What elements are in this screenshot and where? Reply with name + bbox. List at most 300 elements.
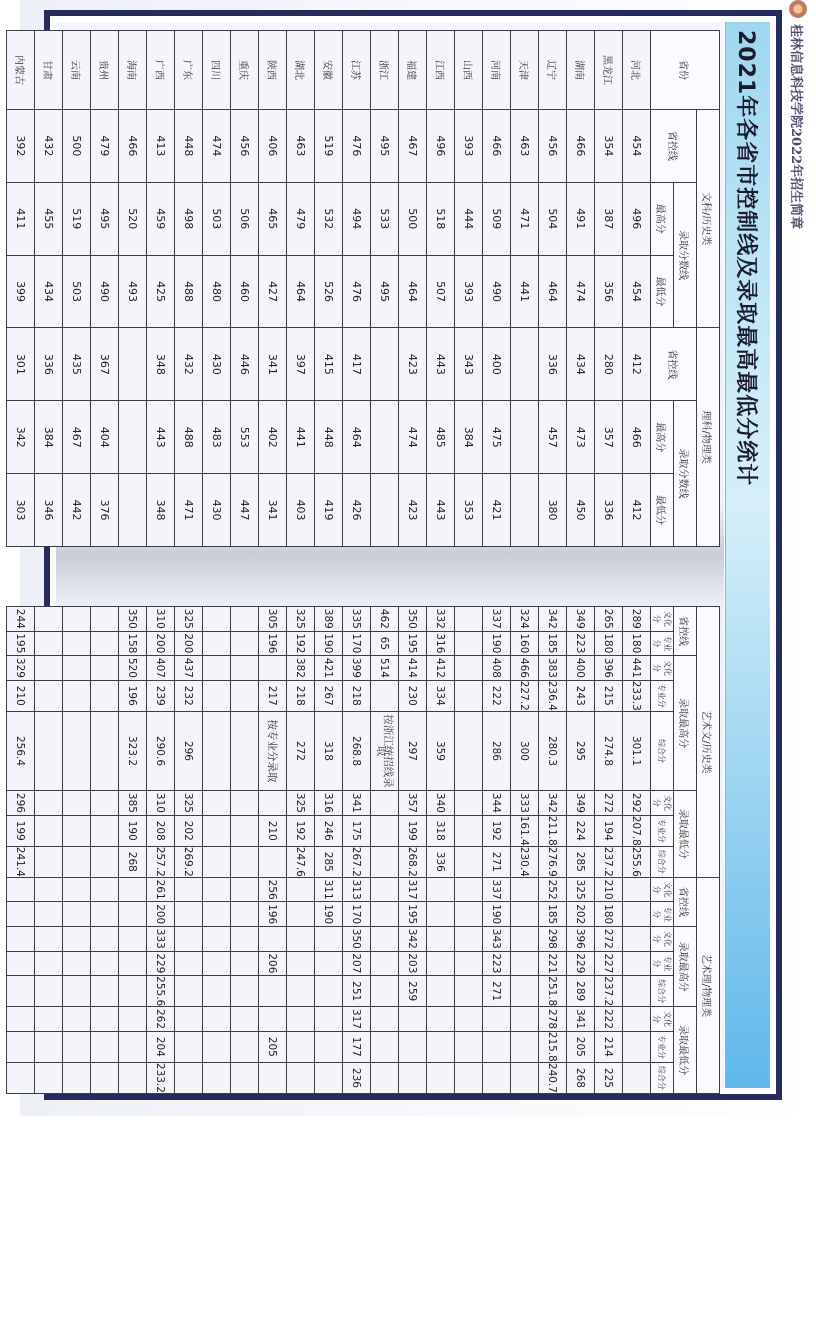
art-wen-score-cell: 161.4 bbox=[511, 815, 539, 846]
art-wen-score-cell: 210 bbox=[259, 815, 287, 846]
art-wen-score-cell: 325 bbox=[287, 607, 315, 632]
table-row bbox=[511, 31, 539, 547]
art-li-score-cell bbox=[231, 1031, 259, 1062]
art-wen-score-cell: 175 bbox=[343, 815, 371, 846]
art-li-score-cell bbox=[119, 902, 147, 927]
table-row bbox=[119, 31, 147, 547]
art-wen-score-cell: 276.9 bbox=[539, 846, 567, 877]
table-row bbox=[63, 31, 91, 547]
art-li-score-cell bbox=[91, 927, 119, 952]
province-cell: 江苏 bbox=[343, 31, 371, 110]
wen-score-cell: 456 bbox=[231, 110, 259, 183]
table-row bbox=[371, 607, 399, 1094]
li-score-cell: 475 bbox=[483, 401, 511, 474]
art-li-score-cell: 207 bbox=[343, 951, 371, 976]
li-score-cell: 397 bbox=[287, 328, 315, 401]
art-li-score-cell bbox=[175, 1031, 203, 1062]
li-score-cell: 448 bbox=[315, 401, 343, 474]
art-wen-score-cell bbox=[63, 815, 91, 846]
art-wen-score-cell: 215 bbox=[595, 680, 623, 711]
art-wen-score-cell bbox=[203, 791, 231, 816]
art-wen-score-cell: 247.6 bbox=[287, 846, 315, 877]
wen-score-cell: 459 bbox=[147, 182, 175, 255]
art-li-score-cell: 223 bbox=[483, 951, 511, 976]
art-wen-score-cell: 325 bbox=[175, 791, 203, 816]
art-li-score-cell bbox=[91, 902, 119, 927]
art-wen-score-cell: 296 bbox=[175, 711, 203, 790]
art-li-score-cell bbox=[511, 951, 539, 976]
li-score-cell bbox=[511, 328, 539, 401]
wen-score-cell: 519 bbox=[63, 182, 91, 255]
art-wen-score-cell: 237.2 bbox=[595, 846, 623, 877]
art-wen-score-cell: 285 bbox=[315, 846, 343, 877]
wen-score-cell: 464 bbox=[399, 255, 427, 328]
art-li-score-cell bbox=[315, 1062, 343, 1093]
art-li-score-cell bbox=[119, 1007, 147, 1032]
col-major: 专业分 bbox=[651, 951, 674, 976]
province-cell: 江西 bbox=[427, 31, 455, 110]
table-row bbox=[259, 607, 287, 1094]
wen-score-cell: 476 bbox=[343, 110, 371, 183]
art-li-score-cell: 333 bbox=[147, 927, 175, 952]
art-li-score-cell bbox=[455, 877, 483, 902]
art-li-score-cell: 196 bbox=[259, 902, 287, 927]
table-row bbox=[343, 607, 371, 1094]
art-wen-score-cell: 230 bbox=[399, 680, 427, 711]
art-li-score-cell bbox=[455, 902, 483, 927]
wen-score-cell: 471 bbox=[511, 182, 539, 255]
art-li-score-cell bbox=[287, 1007, 315, 1032]
wen-score-cell: 406 bbox=[259, 110, 287, 183]
art-li-score-cell: 325 bbox=[567, 877, 595, 902]
art-wen-score-cell bbox=[455, 791, 483, 816]
table-row bbox=[63, 607, 91, 1094]
col-wen-max: 最高分 bbox=[651, 182, 674, 255]
art-wen-score-cell: 207.8 bbox=[623, 815, 651, 846]
art-wen-score-cell: 318 bbox=[315, 711, 343, 790]
art-li-score-cell bbox=[119, 927, 147, 952]
art-wen-score-cell: 342 bbox=[539, 607, 567, 632]
wen-score-cell: 519 bbox=[315, 110, 343, 183]
art-li-score-cell bbox=[455, 951, 483, 976]
art-li-score-cell bbox=[427, 877, 455, 902]
group-art-wen: 艺术文/历史类 bbox=[697, 607, 720, 878]
art-wen-score-cell: 412 bbox=[427, 656, 455, 681]
art-wen-score-cell: 194 bbox=[595, 815, 623, 846]
art-wen-score-cell: 334 bbox=[427, 680, 455, 711]
art-li-score-cell bbox=[175, 951, 203, 976]
table-row bbox=[35, 31, 63, 547]
art-wen-score-cell: 421 bbox=[315, 656, 343, 681]
art-li-score-cell: 262 bbox=[147, 1007, 175, 1032]
art-wen-score-cell: 268 bbox=[119, 846, 147, 877]
li-score-cell: 553 bbox=[231, 401, 259, 474]
wen-score-cell: 393 bbox=[455, 255, 483, 328]
wen-score-cell: 526 bbox=[315, 255, 343, 328]
art-li-score-cell bbox=[203, 1062, 231, 1093]
art-wen-score-cell bbox=[63, 711, 91, 790]
art-li-score-cell bbox=[623, 1062, 651, 1093]
province-cell: 河南 bbox=[483, 31, 511, 110]
wen-score-cell: 463 bbox=[287, 110, 315, 183]
art-wen-score-cell: 192 bbox=[287, 631, 315, 656]
art-wen-score-cell bbox=[91, 631, 119, 656]
art-li-score-cell bbox=[623, 1031, 651, 1062]
li-score-cell: 423 bbox=[399, 328, 427, 401]
wen-score-cell: 467 bbox=[399, 110, 427, 183]
art-li-score-cell bbox=[399, 1062, 427, 1093]
province-cell: 甘肃 bbox=[35, 31, 63, 110]
art-li-score-cell: 341 bbox=[567, 1007, 595, 1032]
art-wen-score-cell: 333 bbox=[511, 791, 539, 816]
art-li-score-cell bbox=[399, 1031, 427, 1062]
table-row bbox=[623, 607, 651, 1094]
table-row bbox=[399, 607, 427, 1094]
li-score-cell: 443 bbox=[147, 401, 175, 474]
table-row bbox=[91, 607, 119, 1094]
li-score-cell: 384 bbox=[455, 401, 483, 474]
art-wen-score-cell bbox=[203, 815, 231, 846]
table-row bbox=[7, 31, 35, 547]
art-li-score-cell bbox=[7, 877, 35, 902]
art-li-score-cell bbox=[511, 976, 539, 1007]
art-li-score-cell: 289 bbox=[567, 976, 595, 1007]
art-li-score-cell bbox=[231, 1062, 259, 1093]
wen-score-cell: 465 bbox=[259, 182, 287, 255]
art-li-score-cell: 177 bbox=[343, 1031, 371, 1062]
art-li-score-cell bbox=[371, 877, 399, 902]
wen-score-cell: 494 bbox=[343, 182, 371, 255]
art-wen-score-cell: 170 bbox=[343, 631, 371, 656]
art-wen-score-cell: 230.4 bbox=[511, 846, 539, 877]
li-score-cell: 443 bbox=[427, 474, 455, 547]
li-score-cell: 343 bbox=[455, 328, 483, 401]
li-score-cell: 353 bbox=[455, 474, 483, 547]
table-row bbox=[511, 607, 539, 1094]
art-li-score-cell: 350 bbox=[343, 927, 371, 952]
art-wen-score-cell: 342 bbox=[539, 791, 567, 816]
col-major: 专业分 bbox=[651, 680, 674, 711]
art-wen-score-cell: 268.2 bbox=[399, 846, 427, 877]
art-wen-score-cell: 324 bbox=[511, 607, 539, 632]
art-wen-score-cell: 246 bbox=[315, 815, 343, 846]
art-li-score-cell bbox=[7, 1007, 35, 1032]
art-wen-score-cell: 385 bbox=[119, 791, 147, 816]
art-li-score-cell bbox=[287, 976, 315, 1007]
art-li-score-cell bbox=[231, 1007, 259, 1032]
art-wen-score-cell: 272 bbox=[287, 711, 315, 790]
art-li-score-cell: 190 bbox=[483, 902, 511, 927]
art-li-score-cell bbox=[455, 1031, 483, 1062]
art-li-score-cell bbox=[623, 951, 651, 976]
art-wen-score-cell bbox=[63, 656, 91, 681]
li-score-cell: 443 bbox=[427, 328, 455, 401]
art-wen-score-cell bbox=[203, 846, 231, 877]
art-wen-score-cell bbox=[259, 656, 287, 681]
art-wen-score-cell: 196 bbox=[259, 631, 287, 656]
art-li-score-cell bbox=[287, 902, 315, 927]
li-score-cell: 367 bbox=[91, 328, 119, 401]
art-li-score-cell bbox=[175, 1007, 203, 1032]
li-score-cell: 446 bbox=[231, 328, 259, 401]
art-li-score-cell: 180 bbox=[595, 902, 623, 927]
art-li-score-cell: 268 bbox=[567, 1062, 595, 1093]
art-wen-score-cell bbox=[63, 680, 91, 711]
art-wen-score-cell: 396 bbox=[595, 656, 623, 681]
table-row bbox=[175, 31, 203, 547]
wen-score-cell: 456 bbox=[539, 110, 567, 183]
art-wen-score-cell bbox=[63, 791, 91, 816]
wen-score-cell: 495 bbox=[371, 110, 399, 183]
art-li-score-cell bbox=[35, 902, 63, 927]
art-wen-score-cell bbox=[231, 791, 259, 816]
art-li-score-cell bbox=[427, 1007, 455, 1032]
province-cell: 福建 bbox=[399, 31, 427, 110]
art-wen-score-cell: 296 bbox=[7, 791, 35, 816]
art-li-score-cell: 236 bbox=[343, 1062, 371, 1093]
wen-score-cell: 474 bbox=[203, 110, 231, 183]
art-wen-score-cell: 243 bbox=[567, 680, 595, 711]
art-wen-score-cell: 239 bbox=[147, 680, 175, 711]
main-score-table bbox=[6, 30, 720, 547]
art-wen-score-cell: 466 bbox=[511, 656, 539, 681]
art-li-score-cell bbox=[35, 877, 63, 902]
art-li-score-cell bbox=[175, 877, 203, 902]
art-li-score-cell bbox=[231, 927, 259, 952]
title-band bbox=[725, 22, 770, 1088]
art-wen-score-cell: 269.2 bbox=[175, 846, 203, 877]
wen-score-cell: 495 bbox=[91, 182, 119, 255]
province-cell: 内蒙古 bbox=[7, 31, 35, 110]
art-li-score-cell bbox=[203, 1007, 231, 1032]
li-score-cell: 485 bbox=[427, 401, 455, 474]
art-li-score-cell: 252 bbox=[539, 877, 567, 902]
li-score-cell: 467 bbox=[63, 401, 91, 474]
art-li-score-cell bbox=[315, 951, 343, 976]
art-wen-score-cell: 65 bbox=[371, 631, 399, 656]
table-row bbox=[259, 31, 287, 547]
table-row bbox=[567, 607, 595, 1094]
province-cell: 广东 bbox=[175, 31, 203, 110]
art-li-score-cell bbox=[623, 927, 651, 952]
art-wen-score-cell: 350 bbox=[119, 607, 147, 632]
art-wen-score-cell bbox=[35, 815, 63, 846]
art-li-score-cell bbox=[259, 1062, 287, 1093]
art-li-score-cell bbox=[91, 976, 119, 1007]
table-row bbox=[287, 607, 315, 1094]
art-wen-score-cell: 180 bbox=[623, 631, 651, 656]
art-wen-score-cell: 336 bbox=[427, 846, 455, 877]
table-row bbox=[539, 607, 567, 1094]
col-composite: 综合分 bbox=[651, 846, 674, 877]
art-li-score-cell bbox=[63, 877, 91, 902]
art-wen-score-cell: 180 bbox=[595, 631, 623, 656]
art-wen-score-cell: 199 bbox=[7, 815, 35, 846]
li-score-cell bbox=[511, 401, 539, 474]
art-wen-score-cell: 316 bbox=[427, 631, 455, 656]
art-li-score-cell bbox=[623, 877, 651, 902]
wen-score-cell: 503 bbox=[203, 182, 231, 255]
art-table-body bbox=[7, 607, 651, 1094]
wen-score-cell: 503 bbox=[63, 255, 91, 328]
art-wen-score-cell: 340 bbox=[427, 791, 455, 816]
art-li-score-cell bbox=[623, 902, 651, 927]
art-wen-score-cell: 297 bbox=[399, 711, 427, 790]
wen-score-cell: 413 bbox=[147, 110, 175, 183]
art-li-score-cell bbox=[455, 976, 483, 1007]
art-li-score-cell bbox=[63, 902, 91, 927]
li-score-cell: 403 bbox=[287, 474, 315, 547]
wen-score-cell: 504 bbox=[539, 182, 567, 255]
art-wen-score-cell: 158 bbox=[119, 631, 147, 656]
province-cell: 河北 bbox=[623, 31, 651, 110]
art-wen-score-cell: 335 bbox=[343, 607, 371, 632]
col-li-admission: 录取分数线 bbox=[674, 401, 697, 547]
art-wen-score-cell: 357 bbox=[399, 791, 427, 816]
art-li-score-cell bbox=[91, 877, 119, 902]
table-row bbox=[371, 31, 399, 547]
art-wen-score-cell: 200 bbox=[147, 631, 175, 656]
art-wen-score-cell: 462 bbox=[371, 607, 399, 632]
art-li-score-cell: 202 bbox=[567, 902, 595, 927]
wen-score-cell: 498 bbox=[175, 182, 203, 255]
col-composite: 综合分 bbox=[651, 976, 674, 1007]
wen-score-cell: 490 bbox=[483, 255, 511, 328]
wen-score-cell: 354 bbox=[595, 110, 623, 183]
art-wen-score-cell: 301.1 bbox=[623, 711, 651, 790]
art-wen-score-cell bbox=[91, 656, 119, 681]
art-li-score-cell: 185 bbox=[539, 902, 567, 927]
art-wen-score-cell: 202 bbox=[175, 815, 203, 846]
art-li-score-cell: 206 bbox=[259, 951, 287, 976]
province-cell: 重庆 bbox=[231, 31, 259, 110]
li-score-cell bbox=[119, 474, 147, 547]
wen-score-cell: 464 bbox=[287, 255, 315, 328]
li-score-cell: 402 bbox=[259, 401, 287, 474]
li-score-cell: 450 bbox=[567, 474, 595, 547]
wen-score-cell: 509 bbox=[483, 182, 511, 255]
province-cell: 湖南 bbox=[567, 31, 595, 110]
li-score-cell: 426 bbox=[343, 474, 371, 547]
wen-score-cell: 393 bbox=[455, 110, 483, 183]
art-li-score-cell bbox=[287, 1062, 315, 1093]
wen-score-cell: 455 bbox=[35, 182, 63, 255]
art-li-score-cell: 337 bbox=[483, 877, 511, 902]
art-li-score-cell: 204 bbox=[147, 1031, 175, 1062]
art-wen-score-cell: 190 bbox=[483, 631, 511, 656]
wen-score-cell: 454 bbox=[623, 110, 651, 183]
art-wen-score-cell: 310 bbox=[147, 607, 175, 632]
art-wen-score-cell: 274.8 bbox=[595, 711, 623, 790]
art-subheader-row bbox=[651, 607, 674, 1094]
li-score-cell: 423 bbox=[399, 474, 427, 547]
wen-score-cell: 434 bbox=[35, 255, 63, 328]
art-li-score-cell: 222 bbox=[595, 1007, 623, 1032]
art-li-score-cell bbox=[511, 1062, 539, 1093]
province-cell: 黑龙江 bbox=[595, 31, 623, 110]
table-row bbox=[287, 31, 315, 547]
li-score-cell: 400 bbox=[483, 328, 511, 401]
art-li-score-cell: 190 bbox=[315, 902, 343, 927]
art-li-score-cell: 271 bbox=[483, 976, 511, 1007]
art-li-score-cell: 214 bbox=[595, 1031, 623, 1062]
rotated-document-page bbox=[13, 0, 816, 1116]
art-li-score-cell bbox=[203, 951, 231, 976]
art-li-score-cell bbox=[7, 976, 35, 1007]
li-score-cell: 417 bbox=[343, 328, 371, 401]
art-li-score-cell bbox=[91, 1062, 119, 1093]
table-row bbox=[483, 607, 511, 1094]
art-wen-score-cell bbox=[203, 656, 231, 681]
art-li-score-cell bbox=[203, 927, 231, 952]
art-li-score-cell bbox=[63, 1031, 91, 1062]
table-row bbox=[567, 31, 595, 547]
art-wen-score-cell: 300 bbox=[511, 711, 539, 790]
art-wen-score-cell bbox=[231, 711, 259, 790]
table-row bbox=[343, 31, 371, 547]
li-score-cell: 376 bbox=[91, 474, 119, 547]
art-wen-score-cell: 359 bbox=[427, 711, 455, 790]
art-li-score-cell bbox=[287, 1031, 315, 1062]
col-culture: 文化分 bbox=[651, 1007, 674, 1032]
art-li-score-cell: 343 bbox=[483, 927, 511, 952]
wen-score-cell: 427 bbox=[259, 255, 287, 328]
art-wen-score-cell: 514 bbox=[371, 656, 399, 681]
col-li-max: 最高分 bbox=[651, 401, 674, 474]
li-score-cell: 483 bbox=[203, 401, 231, 474]
art-wen-score-cell: 272 bbox=[595, 791, 623, 816]
table-row bbox=[315, 31, 343, 547]
art-li-score-cell bbox=[315, 1031, 343, 1062]
art-wen-score-cell: 349 bbox=[567, 607, 595, 632]
li-score-cell: 336 bbox=[35, 328, 63, 401]
art-wen-score-cell bbox=[371, 846, 399, 877]
table-row bbox=[595, 607, 623, 1094]
art-wen-score-cell: 437 bbox=[175, 656, 203, 681]
province-cell: 四川 bbox=[203, 31, 231, 110]
art-li-score-cell bbox=[455, 927, 483, 952]
art-li-score-cell bbox=[483, 1062, 511, 1093]
art-li-score-cell bbox=[119, 1062, 147, 1093]
col-li-control: 省控线 bbox=[651, 328, 697, 401]
art-wen-score-cell: 310 bbox=[147, 791, 175, 816]
art-wen-score-cell: 208 bbox=[147, 815, 175, 846]
col-wen-admission: 录取分数线 bbox=[674, 182, 697, 328]
art-li-score-cell bbox=[287, 927, 315, 952]
art-li-score-cell: 240.7 bbox=[539, 1062, 567, 1093]
wen-score-cell: 466 bbox=[119, 110, 147, 183]
col-artwen-max: 录取最高分 bbox=[674, 656, 697, 791]
li-score-cell: 434 bbox=[567, 328, 595, 401]
art-wen-score-cell bbox=[259, 791, 287, 816]
art-li-score-cell bbox=[287, 951, 315, 976]
art-li-score-cell bbox=[91, 951, 119, 976]
col-composite: 综合分 bbox=[651, 711, 674, 790]
art-li-score-cell bbox=[231, 976, 259, 1007]
table-row bbox=[595, 31, 623, 547]
col-artwen-min: 录取最低分 bbox=[674, 791, 697, 878]
art-wen-score-cell bbox=[63, 631, 91, 656]
art-li-score-cell: 311 bbox=[315, 877, 343, 902]
art-li-score-cell: 229 bbox=[567, 951, 595, 976]
li-score-cell: 435 bbox=[63, 328, 91, 401]
li-score-cell: 348 bbox=[147, 328, 175, 401]
art-wen-score-cell bbox=[231, 846, 259, 877]
art-li-score-cell bbox=[35, 1031, 63, 1062]
art-li-score-cell: 317 bbox=[343, 1007, 371, 1032]
province-cell: 浙江 bbox=[371, 31, 399, 110]
li-score-cell bbox=[119, 328, 147, 401]
